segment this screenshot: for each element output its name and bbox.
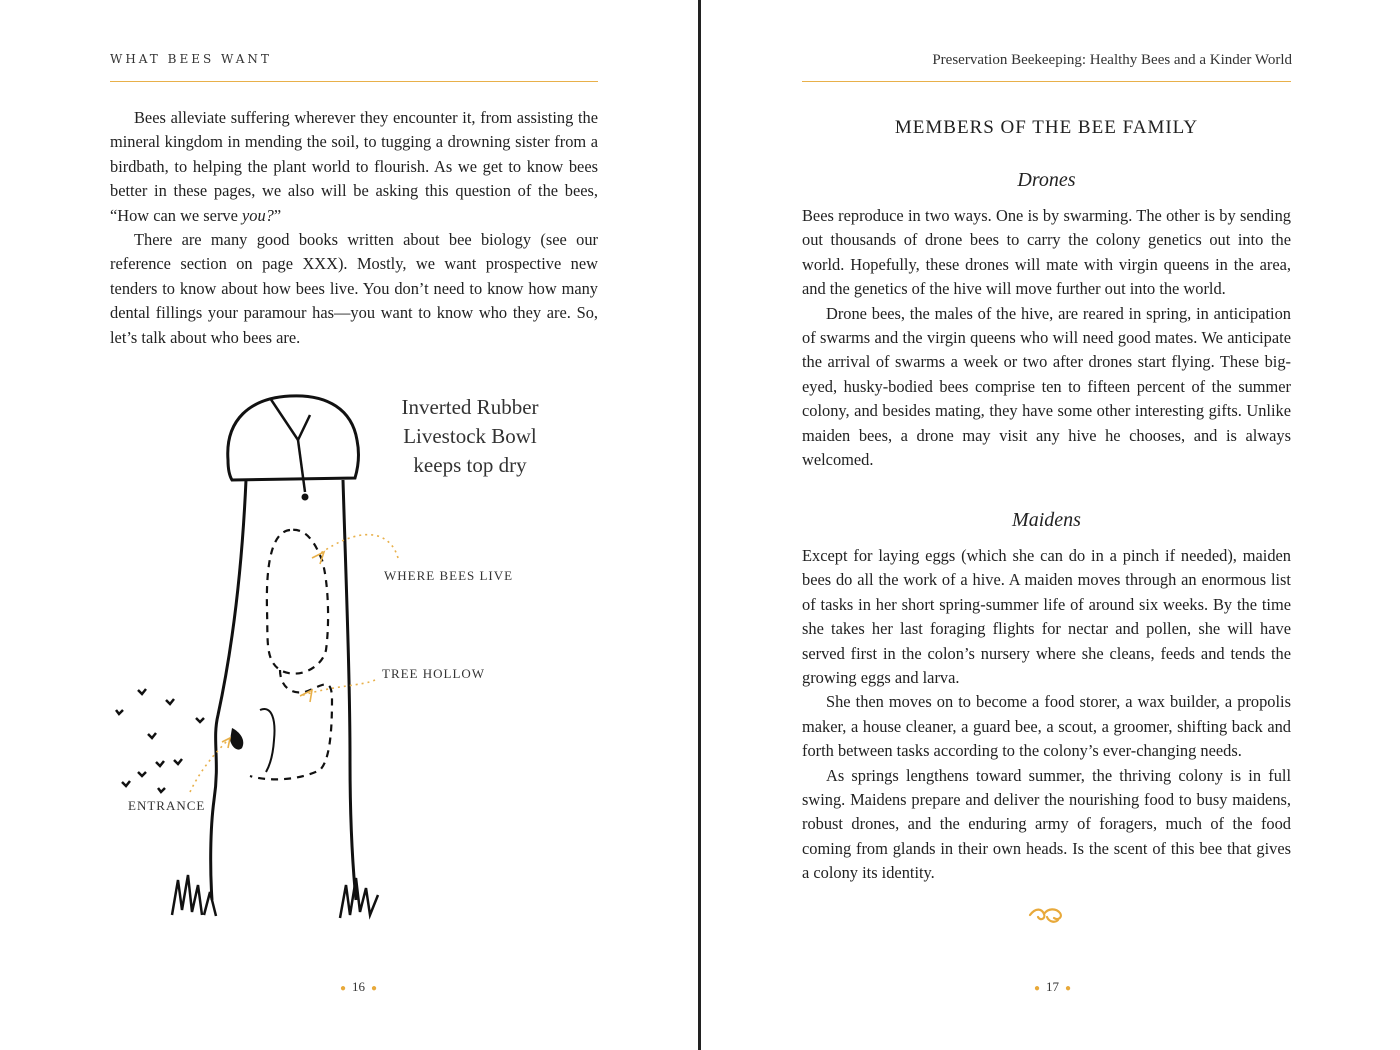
pointer-entrance bbox=[190, 740, 228, 792]
running-head-left: WHAT BEES WANT bbox=[110, 52, 272, 66]
bee-6 bbox=[156, 761, 164, 766]
grass-right bbox=[340, 878, 378, 918]
drones-body-text bbox=[802, 204, 1291, 472]
grass-left bbox=[172, 875, 216, 916]
subhead-drones: Drones bbox=[1017, 169, 1076, 191]
header-rule-right bbox=[802, 81, 1291, 82]
illus-title-line-1: Inverted Rubber bbox=[401, 395, 539, 419]
maidens-paragraph-1: Except for laying eggs (which she can do in a pinch if needed), maiden bees do all the work of a hive. A maiden moves through an enormous list of tasks in her short spring-summer life of around six weeks. By the time she takes her last foraging flights for nectar and pollen, she will have served first in the colon’s nursery where she cleans, feeds and tends the growing eggs and larva. bbox=[802, 546, 1291, 688]
section-title: MEMBERS OF THE BEE FAMILY bbox=[894, 117, 1199, 138]
drones-paragraph-2: Drone bees, the males of the hive, are reared in spring, in anticipation of swarms and the virgin queens who will need good mates. We anticipate the arrival of swarms a week or two after drones start flying. These big-eyed, husky-bodied bees comprise ten to fifteen percent of the summer colony, and besides mating, they have some other interesting gifts. Unlike maiden bees, a drone may visit any hive he chooses, and is always welcomed. bbox=[802, 303, 1291, 470]
bowl-knot bbox=[302, 494, 309, 501]
maidens-paragraph-2: She then moves on to become a food storer, a wax builder, a propolis maker, a house cleaner, a guard bee, a scout, a groomer, shifting back and forth between tasks according to the colony’s ever-changing needs. bbox=[802, 692, 1291, 761]
folio-dot-icon: ● bbox=[340, 982, 347, 994]
label-where-bees-live: WHERE BEES LIVE bbox=[384, 568, 514, 583]
bee-5 bbox=[196, 718, 204, 722]
left-page bbox=[0, 0, 698, 1050]
flourish-ornament-icon bbox=[1028, 905, 1066, 925]
bee-3 bbox=[166, 699, 174, 704]
drones-paragraph-1: Bees reproduce in two ways. One is by swarming. The other is by sending out thousands of drone bees to carry the colony genetics out into the world. Hopefully, these drones will mate with virgin queens in the area, and the genetics of the hive will move further out into the world. bbox=[802, 206, 1291, 299]
bee-7 bbox=[138, 772, 146, 776]
hollow-upper-dashed bbox=[267, 530, 328, 674]
left-paragraph-1 bbox=[110, 106, 598, 228]
bowl-string bbox=[298, 440, 305, 492]
bee-8 bbox=[174, 759, 182, 764]
illus-title-line-3: keeps top dry bbox=[413, 453, 527, 477]
folio-dot-icon: ● bbox=[1034, 982, 1041, 994]
page-number-left: 16 bbox=[352, 979, 366, 994]
paragraph-text: Bees alleviate suffering wherever they encounter it, from assisting the mineral kingdom in mending the soil, to tugging a drowning sister from a birdbath, to helping the plant world to flourish. As we get to know bees better in these pages, we also will be asking this question of the bees, “How can we serve bbox=[110, 108, 598, 225]
hollow-inner-line bbox=[260, 709, 274, 772]
entrance-hole bbox=[230, 728, 243, 750]
left-body-text bbox=[110, 106, 598, 350]
header-rule-left bbox=[110, 81, 598, 82]
bowl-outline bbox=[228, 396, 359, 480]
maidens-paragraph-3: As springs lengthens toward summer, the thriving colony is in full swing. Maidens prepare and deliver the nourishing food to busy maidens, robust drones, and the enduring army of foragers, much of the food coming from glands in their own heads. Is the scent of this bee that gives a colony its identity. bbox=[802, 765, 1291, 883]
bee-10 bbox=[158, 788, 165, 792]
hollow-lower-dashed bbox=[250, 670, 332, 779]
trunk-right-edge bbox=[343, 480, 356, 900]
label-entrance: ENTRANCE bbox=[128, 798, 206, 813]
closing-quote: ” bbox=[273, 205, 282, 225]
bee-4 bbox=[148, 733, 156, 738]
flying-bees bbox=[116, 689, 204, 792]
folio-left bbox=[334, 979, 383, 995]
page-number-right: 17 bbox=[1046, 979, 1060, 994]
bee-1 bbox=[138, 689, 146, 694]
bowl-crease bbox=[270, 398, 310, 440]
arrowhead-where-bees-live bbox=[312, 552, 324, 564]
bee-9 bbox=[122, 781, 130, 786]
illus-title-line-2: Livestock Bowl bbox=[403, 424, 537, 448]
subhead-maidens: Maidens bbox=[1012, 509, 1081, 531]
right-page bbox=[701, 0, 1400, 1050]
trunk-left-edge bbox=[211, 480, 246, 900]
folio-dot-icon: ● bbox=[371, 982, 378, 994]
pointer-where-bees-live bbox=[318, 535, 398, 558]
running-head-right: Preservation Beekeeping: Healthy Bees and a Kinder World bbox=[932, 52, 1292, 68]
folio-dot-icon: ● bbox=[1065, 982, 1072, 994]
bee-2 bbox=[116, 710, 123, 714]
tree-hive-illustration bbox=[100, 380, 580, 940]
label-tree-hollow: TREE HOLLOW bbox=[382, 666, 486, 681]
folio-right bbox=[1028, 979, 1077, 995]
left-paragraph-2: There are many good books written about bee biology (see our reference section on page XXX). Mostly, we want prospective new tenders to know about how bees live. You don’t need to know how many dental fillings your paramour has—you want to know who they are. So, let’s talk about who bees are. bbox=[110, 230, 598, 347]
emphasis-word: you? bbox=[241, 205, 274, 225]
maidens-body-text bbox=[802, 544, 1291, 886]
